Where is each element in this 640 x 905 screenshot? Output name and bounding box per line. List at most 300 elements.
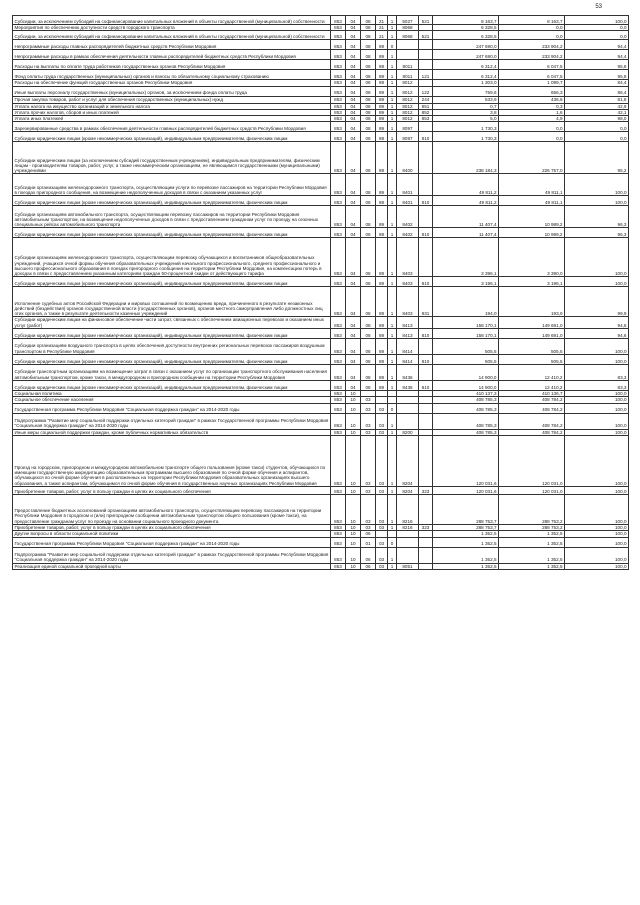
execution-percent: 95,8 [565, 70, 629, 80]
section-code: 04 [346, 60, 361, 70]
expense-type-code [419, 238, 433, 277]
planned-amount: 6 328,5 [433, 25, 499, 31]
subsection-code: 08 [361, 228, 376, 238]
expense-type-code: 810 [419, 381, 433, 391]
table-row [13, 339, 629, 355]
ved-code: 853 [331, 397, 346, 403]
expense-type-code: 810 [419, 355, 433, 365]
table-row [13, 413, 629, 429]
direction-code: 8012 [397, 80, 419, 86]
section-code: 04 [346, 80, 361, 86]
table-row [13, 16, 629, 25]
subprogram-code: 0 [388, 403, 397, 413]
planned-amount: 247 690,0 [433, 50, 499, 60]
program-code: 89 [376, 103, 388, 109]
table-row [13, 381, 629, 391]
planned-amount: 194,0 [433, 287, 499, 317]
executed-amount: 1 352,5 [499, 547, 565, 563]
planned-amount: 120 031,6 [433, 435, 499, 486]
subprogram-code: 1 [388, 132, 397, 142]
ved-code: 853 [331, 174, 346, 196]
subprogram-code: 0 [388, 537, 397, 547]
planned-amount: 410 137,3 [433, 391, 499, 397]
section-code: 04 [346, 206, 361, 228]
row-name: Субсидии юридическим лицам (кроме некоммерческих организаций), индивидуальным предпринимателям, физическим лицам [13, 132, 331, 142]
planned-amount: 1 352,5 [433, 547, 499, 563]
execution-percent: 100,0 [565, 524, 629, 530]
section-code: 10 [346, 429, 361, 435]
subsection-code: 08 [361, 80, 376, 86]
subprogram-code: 1 [388, 16, 397, 25]
section-code: 04 [346, 109, 361, 115]
execution-percent: 94,4 [565, 50, 629, 60]
execution-percent: 42,9 [565, 103, 629, 109]
table-row [13, 547, 629, 563]
expense-type-code: 121 [419, 70, 433, 80]
executed-amount: 6 047,5 [499, 70, 565, 80]
section-code: 04 [346, 381, 361, 391]
subsection-code: 08 [361, 317, 376, 329]
subprogram-code: 1 [388, 122, 397, 132]
subprogram-code: 1 [388, 355, 397, 365]
section-code: 04 [346, 329, 361, 339]
execution-percent: 100,0 [565, 355, 629, 365]
row-name: Фонд оплаты труда государственных (муниципальных) органов и взносы по обязательному социальному страхованию [13, 70, 331, 80]
planned-amount: 408 785,3 [433, 403, 499, 413]
ved-code: 853 [331, 486, 346, 494]
planned-amount: 14 900,0 [433, 365, 499, 381]
subprogram-code: 1 [388, 563, 397, 569]
subsection-code: 08 [361, 50, 376, 60]
section-code: 04 [346, 287, 361, 317]
executed-amount: 4,9 [499, 116, 565, 122]
table-row [13, 122, 629, 132]
program-code: 21 [376, 16, 388, 25]
executed-amount: 408 784,2 [499, 413, 565, 429]
subprogram-code: 1 [388, 287, 397, 317]
program-code: 89 [376, 80, 388, 86]
direction-code: 8216 [397, 524, 419, 530]
row-name: Другие вопросы в области социальной политики [13, 531, 331, 537]
program-code: 89 [376, 132, 388, 142]
execution-percent: 100,0 [565, 174, 629, 196]
expense-type-code [419, 563, 433, 569]
executed-amount: 49 811,1 [499, 196, 565, 206]
row-name: Субсидии юридическим лицам (кроме некоммерческих организаций), индивидуальным предпринимателям, физическим лицам [13, 196, 331, 206]
ved-code: 853 [331, 60, 346, 70]
planned-amount: 6 312,4 [433, 60, 499, 70]
program-code: 03 [376, 563, 388, 569]
ved-code: 853 [331, 329, 346, 339]
direction-code: 8436 [397, 381, 419, 391]
subsection-code: 03 [361, 435, 376, 486]
direction-code: 8403 [397, 287, 419, 317]
direction-code: 8414 [397, 339, 419, 355]
expense-type-code: 810 [419, 228, 433, 238]
ved-code: 853 [331, 116, 346, 122]
program-code: 89 [376, 365, 388, 381]
ved-code: 853 [331, 132, 346, 142]
expense-type-code: 810 [419, 277, 433, 287]
table-row [13, 174, 629, 196]
execution-percent: 94,6 [565, 329, 629, 339]
section-code: 04 [346, 132, 361, 142]
executed-amount: 6 047,5 [499, 60, 565, 70]
expense-type-code: 810 [419, 132, 433, 142]
program-code: 89 [376, 206, 388, 228]
row-name: Непрограммные расходы главных распорядителей бюджетных средств Республики Мордовия [13, 40, 331, 50]
expense-type-code: 521 [419, 31, 433, 40]
program-code: 89 [376, 40, 388, 50]
executed-amount: 10 989,2 [499, 228, 565, 238]
executed-amount: 233 904,2 [499, 50, 565, 60]
subsection-code: 08 [361, 277, 376, 287]
direction-code: 8068 [397, 25, 419, 31]
executed-amount: 0,0 [499, 25, 565, 31]
ved-code: 853 [331, 228, 346, 238]
row-name: Непрограммные расходы в рамках обеспечения деятельности главных распорядителей бюджетных средств Республики Мордовия [13, 50, 331, 60]
subsection-code: 08 [361, 16, 376, 25]
ved-code: 853 [331, 238, 346, 277]
execution-percent: 94,6 [565, 317, 629, 329]
executed-amount: 505,5 [499, 355, 565, 365]
expense-type-code: 323 [419, 524, 433, 530]
expense-type-code [419, 60, 433, 70]
table-row [13, 238, 629, 277]
execution-percent: 99,9 [565, 287, 629, 317]
row-name: Расходы на выплаты по оплате труда работников государственных органов Республики Мордовия [13, 60, 331, 70]
direction-code: 8011 [397, 70, 419, 80]
subsection-code: 03 [361, 413, 376, 429]
subprogram-code: 1 [388, 80, 397, 86]
section-code: 04 [346, 228, 361, 238]
subprogram-code: 1 [388, 116, 397, 122]
planned-amount: 11 407,4 [433, 206, 499, 228]
planned-amount: 759,6 [433, 86, 499, 96]
subsection-code: 01 [361, 537, 376, 547]
table-row [13, 96, 629, 103]
planned-amount: 3 196,1 [433, 277, 499, 287]
subprogram-code: 1 [388, 196, 397, 206]
row-name: Уплата прочих налогов, сборов и иных платежей [13, 109, 331, 115]
row-name: Прочая закупка товаров, работ и услуг для обеспечения государственных (муниципальных) нужд [13, 96, 331, 103]
planned-amount: 288 753,7 [433, 524, 499, 530]
subsection-code: 08 [361, 329, 376, 339]
table-row [13, 142, 629, 174]
planned-amount: 8 163,7 [433, 16, 499, 25]
subsection-code: 08 [361, 339, 376, 355]
expense-type-code: 810 [419, 196, 433, 206]
section-code: 10 [346, 403, 361, 413]
expense-type-code [419, 494, 433, 524]
table-row [13, 329, 629, 339]
executed-amount: 656,3 [499, 86, 565, 96]
section-code: 04 [346, 142, 361, 174]
subsection-code: 08 [361, 103, 376, 109]
section-code: 10 [346, 494, 361, 524]
expense-type-code [419, 413, 433, 429]
row-name: Приобретение товаров, работ, услуг в пользу граждан в целях их социального обеспечения [13, 524, 331, 530]
execution-percent: 0,0 [565, 132, 629, 142]
section-code: 10 [346, 537, 361, 547]
table-row [13, 228, 629, 238]
execution-percent: 100,0 [565, 547, 629, 563]
row-name: Субсидии организациям железнодорожного транспорта, осуществляющим услуги по перевозке пассажиров на территории Республики Мордовия в поездах пригородного сообщения, на возмещение недополученных доходов в связи с оказанием указанных услуг [13, 174, 331, 196]
row-name: Субсидии юридическим лицам (кроме некоммерческих организаций), индивидуальным предпринимателям, физическим лицам [13, 355, 331, 365]
executed-amount: 149 691,0 [499, 317, 565, 329]
program-code: 89 [376, 238, 388, 277]
execution-percent: 100,0 [565, 339, 629, 355]
program-code: 03 [376, 403, 388, 413]
expense-type-code: 851 [419, 103, 433, 109]
planned-amount: 5,0 [433, 116, 499, 122]
direction-code [397, 537, 419, 547]
direction-code [397, 403, 419, 413]
row-name: Субсидии юридическим лицам (кроме некоммерческих организаций), индивидуальным предпринимателям, физическим лицам [13, 329, 331, 339]
section-code: 04 [346, 339, 361, 355]
section-code: 10 [346, 413, 361, 429]
execution-percent: 42,1 [565, 109, 629, 115]
executed-amount: 408 784,2 [499, 403, 565, 413]
section-code: 04 [346, 31, 361, 40]
ved-code: 853 [331, 287, 346, 317]
row-name: Субсидии юридическим лицам (кроме некоммерческих организаций), индивидуальным предпринимателям, физическим лицам [13, 228, 331, 238]
section-code: 10 [346, 435, 361, 486]
program-code: 89 [376, 329, 388, 339]
executed-amount: 0,0 [499, 132, 565, 142]
section-code: 04 [346, 116, 361, 122]
row-name: Социальное обеспечение населения [13, 397, 331, 403]
executed-amount: 3 390,0 [499, 238, 565, 277]
subsection-code: 08 [361, 381, 376, 391]
table-row [13, 196, 629, 206]
section-code: 04 [346, 174, 361, 196]
table-row [13, 317, 629, 329]
executed-amount: 12 410,2 [499, 381, 565, 391]
row-name: Проезд на городском, пригородном и междугородном автомобильном транспорте общего пользования (кроме такси) студентов, обучающихся по имеющим государственную аккредитацию образовательным программам высшего образования по очной форме обучения и аспирантов, обучающихся по очной форме обучения в расположенных на территории Республики Мордовия образовательных организациях высшего образования, а также аспирантам, обучающимся по очной форме обучения в государственных научных организациях Республики Мордовия [13, 435, 331, 486]
direction-code: 8012 [397, 109, 419, 115]
ved-code: 853 [331, 206, 346, 228]
subprogram-code: 1 [388, 174, 397, 196]
expense-type-code [419, 547, 433, 563]
planned-amount: 158 170,1 [433, 317, 499, 329]
program-code: 03 [376, 537, 388, 547]
row-name: Уплата налога на имущество организаций и земельного налога [13, 103, 331, 109]
subprogram-code: 1 [388, 435, 397, 486]
subprogram-code: 1 [388, 486, 397, 494]
direction-code: 8401 [397, 196, 419, 206]
table-row [13, 31, 629, 40]
subsection-code: 08 [361, 206, 376, 228]
executed-amount: 408 784,2 [499, 397, 565, 403]
expense-type-code [419, 142, 433, 174]
planned-amount: 505,5 [433, 339, 499, 355]
ved-code: 853 [331, 429, 346, 435]
executed-amount: 0,0 [499, 122, 565, 132]
expense-type-code [419, 317, 433, 329]
program-code: 89 [376, 381, 388, 391]
direction-code: 8400 [397, 142, 419, 174]
subsection-code: 03 [361, 397, 376, 403]
section-code: 04 [346, 122, 361, 132]
row-name: Зарезервированные средства в рамках обеспечения деятельности главных распорядителей бюджетных средств Республики Мордовия [13, 122, 331, 132]
subsection-code: 06 [361, 547, 376, 563]
ved-code: 853 [331, 40, 346, 50]
subsection-code: 08 [361, 86, 376, 96]
execution-percent: 0,0 [565, 31, 629, 40]
planned-amount: 1 730,3 [433, 132, 499, 142]
subsection-code: 08 [361, 109, 376, 115]
executed-amount: 8 163,7 [499, 16, 565, 25]
direction-code: 8413 [397, 329, 419, 339]
subsection-code: 08 [361, 174, 376, 196]
execution-percent: 95,2 [565, 142, 629, 174]
section-code: 04 [346, 86, 361, 96]
row-name: Подпрограмма "Развитие мер социальной поддержки отдельных категорий граждан" в рамках Государственной программы Республики Мордовия "Социальная поддержка граждан" на 2014-2020 годы [13, 413, 331, 429]
row-name: Субсидии организациям автомобильного транспорта, осуществляющим перевозку пассажиров на территории Республики Мордовия автомобильным транспортом, на возмещение недополученных доходов в связи с предоставлением гражданам услуг по проезду на сезонных специальных рейсах автомобильного транспорта [13, 206, 331, 228]
planned-amount: 1 730,3 [433, 122, 499, 132]
execution-percent: 81,8 [565, 96, 629, 103]
ved-code: 853 [331, 355, 346, 365]
direction-code: 8414 [397, 355, 419, 365]
section-code: 04 [346, 277, 361, 287]
ved-code: 853 [331, 16, 346, 25]
execution-percent: 100,0 [565, 16, 629, 25]
execution-percent: 100,0 [565, 429, 629, 435]
direction-code: 8012 [397, 103, 419, 109]
executed-amount: 226 757,0 [499, 142, 565, 174]
section-code: 04 [346, 355, 361, 365]
program-code: 89 [376, 122, 388, 132]
direction-code [397, 50, 419, 60]
planned-amount: 120 031,6 [433, 486, 499, 494]
table-row [13, 132, 629, 142]
execution-percent: 86,4 [565, 86, 629, 96]
executed-amount: 408 784,2 [499, 429, 565, 435]
subprogram-code: 1 [388, 339, 397, 355]
execution-percent: 100,0 [565, 563, 629, 569]
subsection-code: 03 [361, 403, 376, 413]
ved-code: 853 [331, 547, 346, 563]
program-code: 89 [376, 70, 388, 80]
row-name: Мероприятия по обеспечению доступности средств городского транспорта [13, 25, 331, 31]
planned-amount: 408 785,3 [433, 429, 499, 435]
table-row [13, 563, 629, 569]
program-code: 89 [376, 339, 388, 355]
ved-code: 853 [331, 142, 346, 174]
expense-type-code: 852 [419, 109, 433, 115]
direction-code: 8403 [397, 238, 419, 277]
execution-percent: 100,0 [565, 403, 629, 413]
planned-amount: 533,9 [433, 96, 499, 103]
section-code: 10 [346, 391, 361, 397]
row-name: Субсидии транспортным организациям на возмещение затрат в связи с оказанием услуг по организации транспортного обслуживания населения автомобильным транспортом, кроме такси, в междугородном и пригородном сообщении на территории Республики Мордовия [13, 365, 331, 381]
subsection-code: 03 [361, 429, 376, 435]
subsection-code: 08 [361, 132, 376, 142]
ved-code: 853 [331, 537, 346, 547]
subsection-code: 03 [361, 486, 376, 494]
executed-amount: 288 753,2 [499, 494, 565, 524]
table-row [13, 70, 629, 80]
execution-percent: 100,0 [565, 531, 629, 537]
subsection-code: 08 [361, 287, 376, 317]
subsection-code: 06 [361, 531, 376, 537]
direction-code: 8097 [397, 122, 419, 132]
row-name: Расходы на обеспечение функций государственных органов Республики Мордовия [13, 80, 331, 86]
program-code: 89 [376, 277, 388, 287]
expense-type-code [419, 50, 433, 60]
direction-code: 8011 [397, 60, 419, 70]
subprogram-code: 1 [388, 238, 397, 277]
ved-code: 853 [331, 339, 346, 355]
subsection-code: 08 [361, 31, 376, 40]
section-code: 10 [346, 547, 361, 563]
planned-amount: 11 407,4 [433, 228, 499, 238]
execution-percent: 100,0 [565, 397, 629, 403]
row-name: Иные меры социальной поддержки граждан, кроме публичных нормативных обязательств [13, 429, 331, 435]
executed-amount: 505,5 [499, 339, 565, 355]
section-code: 10 [346, 486, 361, 494]
section-code: 04 [346, 196, 361, 206]
direction-code [397, 40, 419, 50]
executed-amount: 120 031,0 [499, 486, 565, 494]
direction-code: 8402 [397, 228, 419, 238]
subsection-code: 08 [361, 70, 376, 80]
direction-code: 8436 [397, 365, 419, 381]
executed-amount: 193,9 [499, 287, 565, 317]
program-code: 89 [376, 174, 388, 196]
expense-type-code [419, 40, 433, 50]
execution-percent: 83,3 [565, 365, 629, 381]
program-code: 89 [376, 287, 388, 317]
direction-code: 8204 [397, 435, 419, 486]
executed-amount: 1 352,5 [499, 531, 565, 537]
program-code: 89 [376, 86, 388, 96]
ved-code: 853 [331, 96, 346, 103]
section-code: 04 [346, 317, 361, 329]
subsection-code: 08 [361, 116, 376, 122]
subprogram-code: 1 [388, 109, 397, 115]
planned-amount: 1 352,5 [433, 537, 499, 547]
row-name: Субсидии юридическим лицам на финансовое обеспечение части затрат, связанных с обеспечением авиационных перевозок и оказанием иных услуг (работ) [13, 317, 331, 329]
subprogram-code: 1 [388, 70, 397, 80]
expense-type-code: 831 [419, 287, 433, 317]
expense-type-code [419, 435, 433, 486]
program-code: 03 [376, 494, 388, 524]
subsection-code: 03 [361, 494, 376, 524]
section-code: 04 [346, 16, 361, 25]
subprogram-code: 1 [388, 494, 397, 524]
direction-code [397, 547, 419, 563]
ved-code: 853 [331, 80, 346, 86]
executed-amount: 1 099,7 [499, 80, 565, 86]
executed-amount: 149 691,0 [499, 329, 565, 339]
subprogram-code: 1 [388, 524, 397, 530]
subprogram-code: 1 [388, 142, 397, 174]
subprogram-code: 1 [388, 413, 397, 429]
program-code: 89 [376, 50, 388, 60]
execution-percent: 95,8 [565, 60, 629, 70]
execution-percent: 0,0 [565, 122, 629, 132]
direction-code: 8216 [397, 494, 419, 524]
program-code: 03 [376, 429, 388, 435]
executed-amount: 288 753,2 [499, 524, 565, 530]
planned-amount: 6 312,4 [433, 70, 499, 80]
program-code: 89 [376, 116, 388, 122]
program-code: 89 [376, 196, 388, 206]
subsection-code: 08 [361, 196, 376, 206]
program-code: 89 [376, 228, 388, 238]
